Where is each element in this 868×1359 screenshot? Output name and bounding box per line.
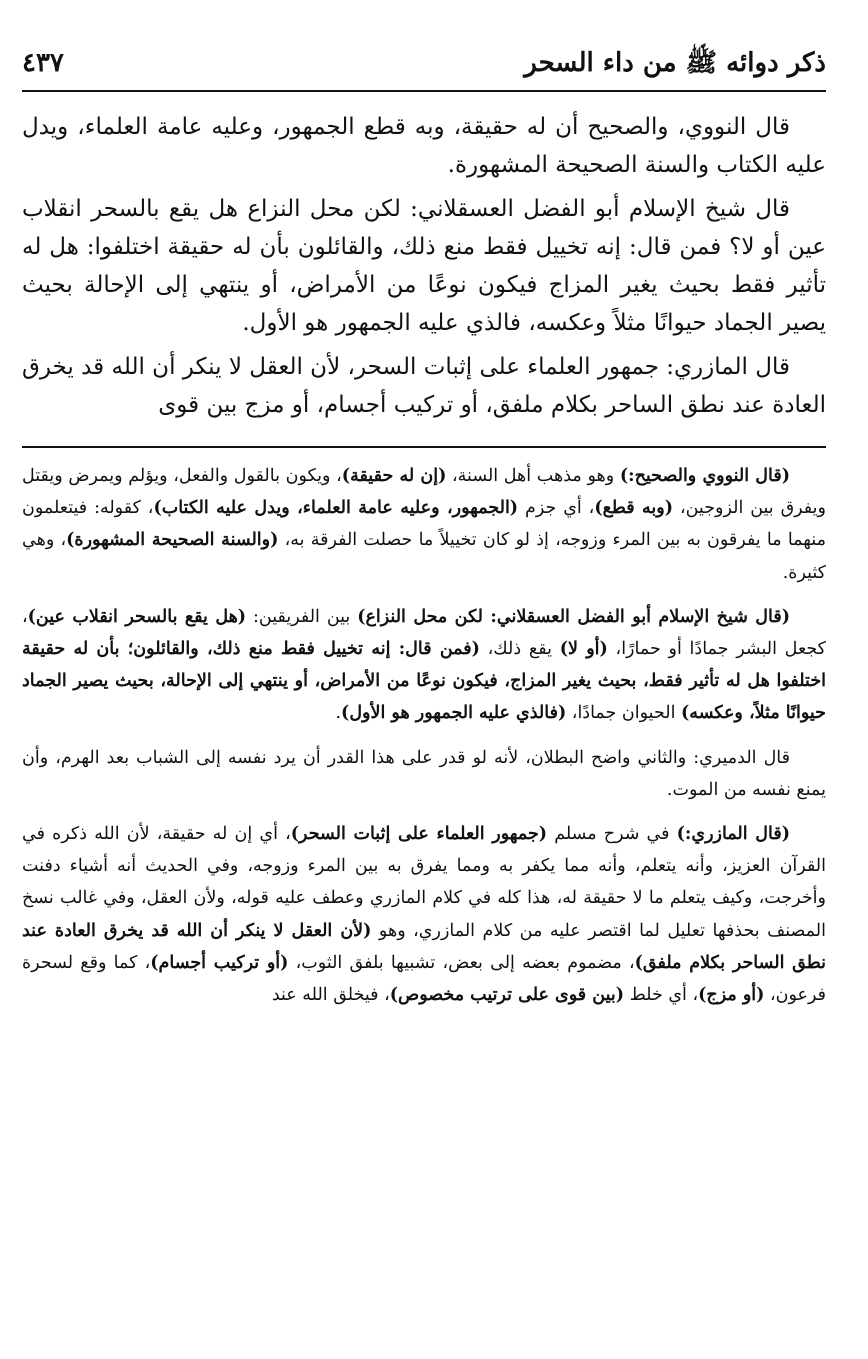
quoted-text: (أو تركيب أجسام) xyxy=(150,952,289,973)
quoted-text: (لأن العقل لا ينكر أن الله قد يخرق العادة عند نطق الساحر بكلام ملفق) xyxy=(22,920,827,973)
comment-text: ، أي خلط xyxy=(624,985,699,1006)
comment-text: ، ويكون بالقول والفعل، ويؤلم ويمرض ويقتل ويفرق بين الزوجين، xyxy=(22,466,826,519)
quoted-text: (فمن قال: إنه تخييل فقط منع ذلك، والقائلون؛ بأن له حقيقة اختلفوا هل له تأثير فقط، بحيث يغير المزاج، فيكون نوعًا من الأمراض، أو ينتهي إلى الإحالة، بحيث يصير الجماد حيوانًا مثلاً، وعكسه) xyxy=(22,639,826,724)
comment-text: الحيوان جمادًا، xyxy=(566,703,682,724)
quoted-text: (بين قوى على ترتيب مخصوص) xyxy=(389,985,624,1006)
comment-text: ، أي جزم xyxy=(518,498,595,519)
commentary xyxy=(22,460,826,1011)
quoted-text: (جمهور العلماء على إثبات السحر) xyxy=(290,824,548,845)
main-text xyxy=(22,108,826,424)
main-paragraph: قال النووي، والصحيح أن له حقيقة، وبه قطع الجمهور، وعليه عامة العلماء، ويدل عليه الكتاب والسنة الصحيحة المشهورة. xyxy=(22,114,826,178)
comment-text: ، وهي كثيرة. xyxy=(22,530,826,583)
comment-text: ، أي إن له حقيقة، لأن الله ذكره في القرآن العزيز، وأنه يتعلم، وأنه مما يكفر به ومما يفرق به بين المرء وزوجه، وفي الحديث أنه أشياء دفنت وأخرجت، وكيف يتعلم ما لا حقيقة له، هذا كله في كلام المازري وعطف عليه قوله، ولأن العقل، وفي غالب نسخ المصنف بحذفها تعليل لما اقتصر عليه من كلام المازري، وهو xyxy=(22,824,826,941)
running-title: ذكر دوائه ﷺ من داء السحر xyxy=(524,48,826,78)
section-divider xyxy=(22,446,826,448)
quoted-text: (قال النووي والصحيح:) xyxy=(619,466,791,486)
quoted-text: (فالذي عليه الجمهور هو الأول) xyxy=(341,703,567,724)
commentary-paragraph xyxy=(22,460,826,589)
comment-text: ، كجعل البشر جمادًا أو حمارًا، xyxy=(22,606,827,660)
quoted-text: (هل يقع بالسحر انقلاب عين) xyxy=(27,606,247,627)
quoted-text: (إن له حقيقة) xyxy=(341,466,447,486)
comment-text: بين الفريقين: xyxy=(246,606,358,627)
page-header xyxy=(22,38,826,92)
quoted-text: (قال المازري:) xyxy=(676,824,790,845)
page-number: ٤٣٧ xyxy=(22,48,64,78)
comment-text: ، فيخلق الله عند xyxy=(271,985,390,1006)
quoted-text: (أو مزج) xyxy=(698,985,765,1006)
quoted-text: (والسنة الصحيحة المشهورة) xyxy=(66,530,279,551)
quoted-text: (الجمهور، وعليه عامة العلماء، ويدل عليه الكتاب) xyxy=(153,498,519,519)
quoted-text: (وبه قطع) xyxy=(594,498,674,519)
commentary-paragraph xyxy=(22,818,826,1011)
comment-text: وهو مذهب أهل السنة، xyxy=(446,466,620,486)
main-paragraph: قال المازري: جمهور العلماء على إثبات السحر، لأن العقل لا ينكر أن الله قد يخرق العادة عند نطق الساحر بكلام ملفق، أو تركيب أجسام، أو مزج بين قوى xyxy=(22,354,826,418)
comment-text: ، مضموم بعضه إلى بعض، تشبيها بلفق الثوب، xyxy=(288,952,635,973)
comment-text: ، كقوله: فيتعلمون منهما ما يفرقون به بين المرء وزوجه، إذ لو كان تخييلاً ما حصلت الفرقة به، xyxy=(22,498,826,551)
comment-text: ، كما وقع لسحرة فرعون، xyxy=(22,952,826,1006)
commentary-paragraph: قال الدميري: والثاني واضح البطلان، لأنه لو قدر على هذا القدر أن يرد نفسه إلى الشباب بعد الهرم، وأن يمنع نفسه من الموت. xyxy=(22,747,826,800)
quoted-text: (أو لا) xyxy=(559,639,608,660)
main-paragraph: قال شيخ الإسلام أبو الفضل العسقلاني: لكن محل النزاع هل يقع بالسحر انقلاب عين أو لا؟ فمن قال: إنه تخييل فقط منع ذلك، والقائلون بأن له حقيقة اختلفوا: هل له تأثير فقط بحيث يغير المزاج فيكون نوعًا من الأمراض، أو ينتهي إلى الإحالة بحيث يصير الجماد حيوانًا مثلاً وعكسه، فالذي عليه الجمهور هو الأول. xyxy=(22,196,826,336)
comment-text: في شرح مسلم xyxy=(547,824,677,845)
book-page xyxy=(22,38,826,1023)
quoted-text: (قال شيخ الإسلام أبو الفضل العسقلاني: لكن محل النزاع) xyxy=(357,606,790,627)
comment-text: . xyxy=(335,703,342,724)
comment-text: يقع ذلك، xyxy=(479,639,560,660)
commentary-paragraph xyxy=(22,601,826,730)
